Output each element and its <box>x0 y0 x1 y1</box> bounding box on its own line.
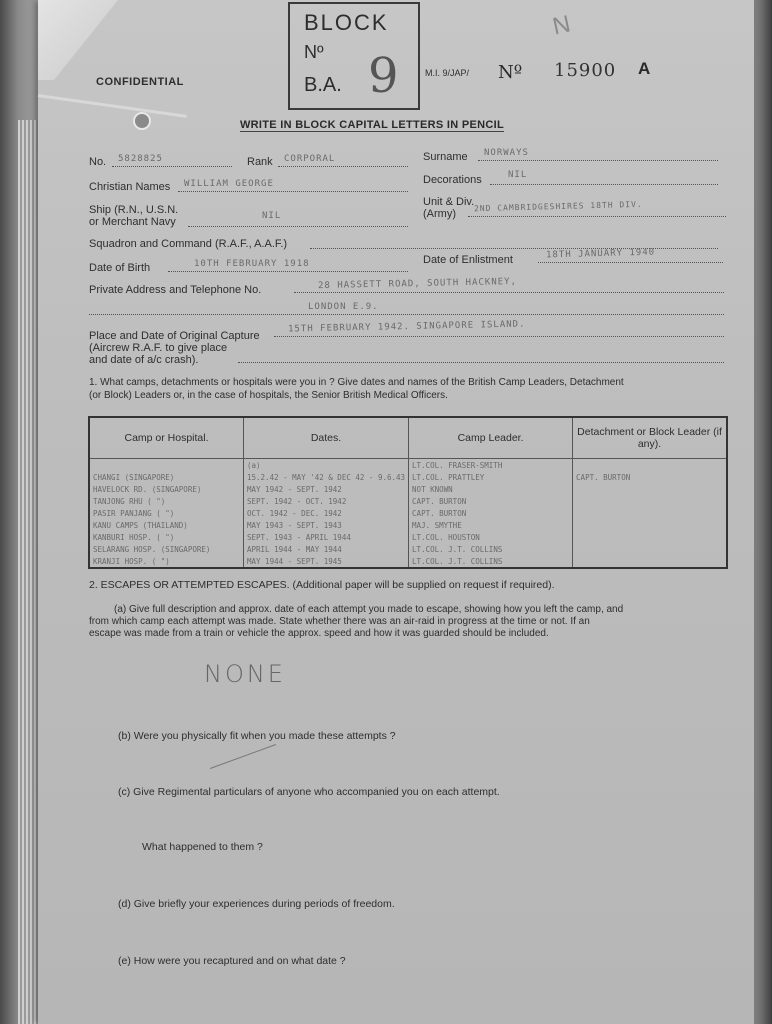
dates-cell: MAY 1942 - SEPT. 1942 <box>244 483 409 495</box>
dob-value: 10TH FEBRUARY 1918 <box>194 259 310 269</box>
question-2d: (d) Give briefly your experiences during periods of freedom. <box>118 898 395 910</box>
unit-value: 2ND CAMBRIDGESHIRES 18TH DIV. <box>473 199 643 214</box>
leader-cell: LT.COL. J.T. COLLINS <box>409 543 573 555</box>
camp-cell: SELARANG HOSP. (SINGAPORE) <box>89 543 244 555</box>
escape-answer: NONE <box>204 660 286 688</box>
enlistment-line <box>538 262 723 263</box>
question-1-line-1: 1. What camps, detachments or hospitals were you in ? Give dates and names of the British Camp Leaders, Detachment <box>89 377 624 388</box>
address-line-1 <box>294 292 724 293</box>
capture-line-2 <box>238 362 724 363</box>
leader-cell: CAPT. BURTON <box>409 507 573 519</box>
rank-line <box>278 166 408 167</box>
decorations-line <box>490 184 718 185</box>
question-2-title: 2. ESCAPES OR ATTEMPTED ESCAPES. (Additional paper will be supplied on request if required). <box>89 579 555 591</box>
question-2a-line-1: (a) Give full description and approx. date of each attempt you made to escape, showing how you left the camp, and <box>114 604 624 615</box>
christian-label: Christian Names <box>89 181 171 193</box>
question-1-line-2: (or Block) Leaders or, in the case of hospitals, the Senior British Medical Officers. <box>89 390 448 401</box>
sub-camp-leader: LT.COL. FRASER-SMITH <box>409 459 573 472</box>
camp-cell: KRANJI HOSP. ( ") <box>89 555 244 568</box>
ship-line <box>188 226 408 227</box>
unit-label-2: (Army) <box>423 208 456 220</box>
dates-cell: OCT. 1942 - DEC. 1942 <box>244 507 409 519</box>
instruction-heading: WRITE IN BLOCK CAPITAL LETTERS IN PENCIL <box>240 119 504 131</box>
table-row <box>89 519 727 531</box>
detachment-cell <box>573 531 727 543</box>
detachment-cell <box>573 507 727 519</box>
detachment-cell <box>573 483 727 495</box>
surname-label: Surname <box>423 151 468 163</box>
camp-table <box>88 416 728 569</box>
enlistment-value: 18TH JANUARY 1940 <box>545 247 656 261</box>
no-line <box>112 166 232 167</box>
dob-line <box>168 271 408 272</box>
dob-label: Date of Birth <box>89 262 151 274</box>
camp-cell: KANBURI HOSP. ( ") <box>89 531 244 543</box>
christian-line <box>178 191 408 192</box>
camp-cell: HAVELOCK RD. (SINGAPORE) <box>89 483 244 495</box>
grommet-icon <box>133 112 151 130</box>
no-value: 5828825 <box>118 154 163 164</box>
dates-cell: MAY 1943 - SEPT. 1943 <box>244 519 409 531</box>
serial-suffix: A <box>638 59 651 78</box>
header-camp: Camp or Hospital. <box>89 417 244 459</box>
ship-value: NIL <box>262 211 282 221</box>
questionnaire-sheet <box>38 0 754 1024</box>
capture-label-1: Place and Date of Original Capture <box>89 330 260 342</box>
serial-no-label: Nº <box>498 62 523 83</box>
dates-cell: SEPT. 1943 - APRIL 1944 <box>244 531 409 543</box>
camp-cell: CHANGI (SINGAPORE) <box>89 471 244 483</box>
capture-value: 15TH FEBRUARY 1942. SINGAPORE ISLAND. <box>287 319 526 335</box>
table-row <box>89 543 727 555</box>
unit-label-1: Unit & Div. <box>423 196 475 208</box>
question-2a-line-3: escape was made from a train or vehicle the approx. speed and how it was guarded should be included. <box>89 628 549 639</box>
no-label: No. <box>89 156 107 168</box>
decorations-label: Decorations <box>423 174 482 186</box>
address-line-2 <box>89 314 724 315</box>
sub-a: (a) <box>244 459 409 472</box>
header-camp-leader: Camp Leader. <box>409 417 573 459</box>
dates-cell: MAY 1944 - SEPT. 1945 <box>244 555 409 568</box>
ship-label-1: Ship (R.N., U.S.N. <box>89 204 179 216</box>
enlistment-label: Date of Enlistment <box>423 254 513 266</box>
dates-cell: SEPT. 1942 - OCT. 1942 <box>244 495 409 507</box>
folded-corner <box>38 0 118 80</box>
squadron-label: Squadron and Command (R.A.F., A.A.F.) <box>89 238 288 250</box>
rank-label: Rank <box>247 156 273 168</box>
ship-label-2: or Merchant Navy <box>89 216 176 228</box>
tie-string <box>38 94 187 118</box>
block-line-3: B.A. <box>304 74 342 96</box>
table-subheader-row <box>89 459 727 472</box>
dates-cell: 15.2.42 - MAY '42 & DEC 42 - 9.6.43 <box>244 471 409 483</box>
pencil-stroke <box>210 744 276 769</box>
confidential-label: CONFIDENTIAL <box>96 76 184 88</box>
camp-cell: KANU CAMPS (THAILAND) <box>89 519 244 531</box>
decorations-value: NIL <box>508 170 528 180</box>
table-row <box>89 483 727 495</box>
question-2e: (e) How were you recaptured and on what date ? <box>118 955 346 967</box>
detachment-cell <box>573 555 727 568</box>
table-row <box>89 471 727 483</box>
question-2c-sub: What happened to them ? <box>142 841 263 853</box>
detachment-cell <box>573 495 727 507</box>
surname-value: NORWAYS <box>484 148 529 158</box>
detachment-cell: CAPT. BURTON <box>576 472 631 482</box>
table-row <box>89 495 727 507</box>
address-value-2: LONDON E.9. <box>308 302 379 312</box>
squadron-line <box>310 248 718 249</box>
leader-cell: LT.COL. PRATTLEY <box>409 471 573 483</box>
header-detachment-leader: Detachment or Block Leader (if any). <box>573 417 727 459</box>
block-line-1: BLOCK <box>304 10 389 35</box>
corner-pencil-mark: N <box>550 10 573 41</box>
capture-label-2: (Aircrew R.A.F. to give place <box>89 342 228 354</box>
block-line-2: Nº <box>304 42 324 62</box>
table-row <box>89 507 727 519</box>
question-2b: (b) Were you physically fit when you made these attempts ? <box>118 730 396 742</box>
address-label: Private Address and Telephone No. <box>89 284 262 296</box>
leader-cell: LT.COL. HOUSTON <box>409 531 573 543</box>
surname-line <box>478 160 718 161</box>
rank-value: CORPORAL <box>284 154 336 164</box>
header-dates: Dates. <box>244 417 409 459</box>
dates-cell: APRIL 1944 - MAY 1944 <box>244 543 409 555</box>
camp-cell: TANJONG RHU ( ") <box>89 495 244 507</box>
leader-cell: MAJ. SMYTHE <box>409 519 573 531</box>
capture-label-3: and date of a/c crash). <box>89 354 199 366</box>
capture-line-1 <box>274 336 724 337</box>
mi-reference: M.I. 9/JAP/ <box>425 68 470 78</box>
leader-cell: NOT KNOWN <box>409 483 573 495</box>
question-2a-line-2: from which camp each attempt was made. State whether there was an air-raid in progress at the time or not. If an <box>89 616 590 627</box>
block-number: 9 <box>368 48 399 104</box>
table-row <box>89 531 727 543</box>
leader-cell: CAPT. BURTON <box>409 495 573 507</box>
question-2c: (c) Give Regimental particulars of anyone who accompanied you on each attempt. <box>118 786 500 798</box>
camp-cell: PASIR PANJANG ( ") <box>89 507 244 519</box>
unit-line <box>468 216 726 217</box>
detachment-cell <box>573 543 727 555</box>
christian-value: WILLIAM GEORGE <box>184 179 274 189</box>
table-row <box>89 555 727 568</box>
address-value-1: 28 HASSETT ROAD, SOUTH HACKNEY, <box>317 276 518 292</box>
block-stamp <box>288 2 420 110</box>
serial-number: 15900 <box>554 60 617 81</box>
leader-cell: LT.COL. J.T. COLLINS <box>409 555 573 568</box>
detachment-cell <box>573 519 727 531</box>
